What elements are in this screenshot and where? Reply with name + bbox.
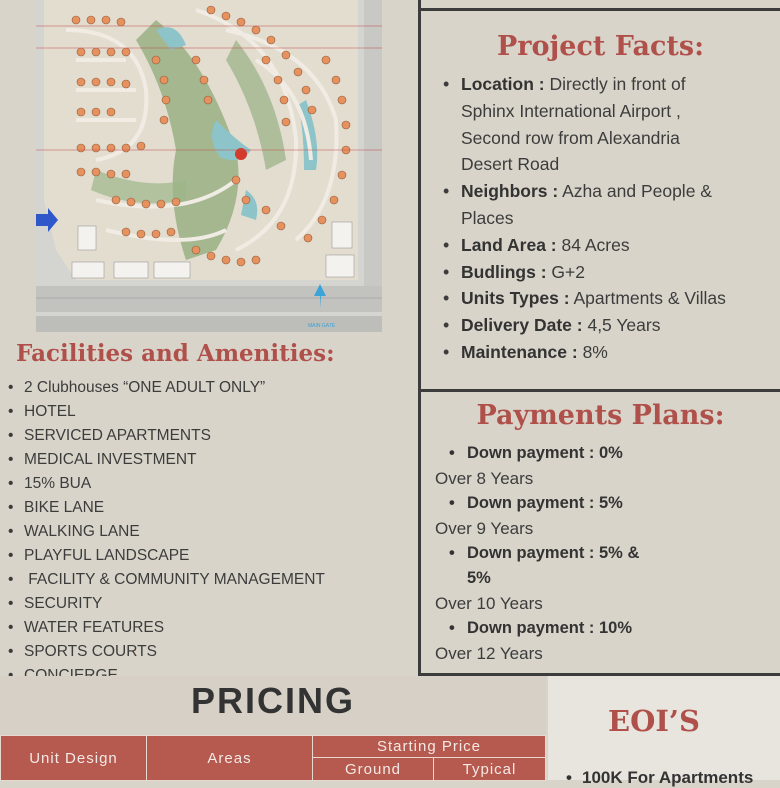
plan-duration: Over 8 Years: [435, 469, 534, 488]
facility-item: • SPORTS COURTS: [6, 640, 325, 664]
fact-item-buildings: • Budlings : G+2: [441, 259, 771, 286]
pricing-title: PRICING: [190, 680, 355, 721]
fact-item-unit-types: • Units Types : Apartments & Villas: [441, 285, 771, 312]
facilities-title: Facilities and Amenities:: [16, 340, 335, 367]
facility-item: • BIKE LANE: [6, 496, 325, 520]
project-facts-title: Project Facts:: [496, 31, 705, 62]
gate-label: MAIN GATE: [308, 323, 336, 329]
facility-item: • WALKING LANE: [6, 520, 325, 544]
fact-item-location: • Location : Directly in front of: [441, 71, 771, 98]
plan-duration: Over 12 Years: [435, 644, 543, 663]
fact-item-delivery-date: • Delivery Date : 4,5 Years: [441, 312, 771, 339]
fact-item-location-cont: Sphinx International Airport ,: [461, 100, 681, 121]
facility-item: • 15% BUA: [6, 472, 325, 496]
facility-item: • HOTEL: [6, 400, 325, 424]
project-facts-box: [418, 8, 780, 392]
pricing-table: [0, 735, 546, 781]
col-ground: Ground: [313, 758, 434, 781]
fact-item-maintenance: • Maintenance : 8%: [441, 339, 771, 366]
plan-down-payment: • Down payment : 0%: [435, 444, 623, 463]
fact-item-neighbors: • Neighbors : Azha and People &: [441, 178, 771, 205]
col-areas: Areas: [147, 736, 313, 781]
facility-item: • SECURITY: [6, 592, 325, 616]
fact-item-location-cont: Desert Road: [461, 154, 560, 175]
facility-item: • WATER FEATURES: [6, 616, 325, 640]
facility-item: • FACILITY & COMMUNITY MANAGEMENT: [6, 568, 325, 592]
plan-down-payment: • Down payment : 5% &: [435, 544, 639, 563]
fact-item-location-cont: Second row from Alexandria: [461, 127, 680, 148]
payment-plans-title: Payments Plans:: [476, 400, 725, 431]
col-starting-price: Starting Price: [313, 736, 546, 758]
plan-down-payment-cont: 5%: [467, 569, 491, 587]
plan-duration: Over 9 Years: [435, 519, 534, 538]
project-facts-list: [441, 71, 771, 366]
facility-item: • PLAYFUL LANDSCAPE: [6, 544, 325, 568]
facilities-list: [6, 376, 325, 688]
fact-item-neighbors-cont: Places: [461, 207, 514, 228]
facility-item: • 2 Clubhouses “ONE ADULT ONLY”: [6, 376, 325, 400]
eoi-title: EOI’S: [608, 704, 700, 738]
fact-item-land-area: • Land Area : 84 Acres: [441, 232, 771, 259]
payment-plans-box: [418, 392, 780, 676]
plan-down-payment: • Down payment : 5%: [435, 494, 623, 513]
col-unit-design: Unit Design: [1, 736, 147, 781]
facility-item: • SERVICED APARTMENTS: [6, 424, 325, 448]
eoi-item: • 100K For Apartments: [566, 768, 753, 788]
plan-duration: Over 10 Years: [435, 594, 543, 613]
master-plan-image: [36, 0, 382, 332]
facility-item: • MEDICAL INVESTMENT: [6, 448, 325, 472]
facts-top-strip: [418, 0, 780, 8]
col-typical: Typical: [434, 758, 546, 781]
plan-down-payment: • Down payment : 10%: [435, 619, 632, 638]
